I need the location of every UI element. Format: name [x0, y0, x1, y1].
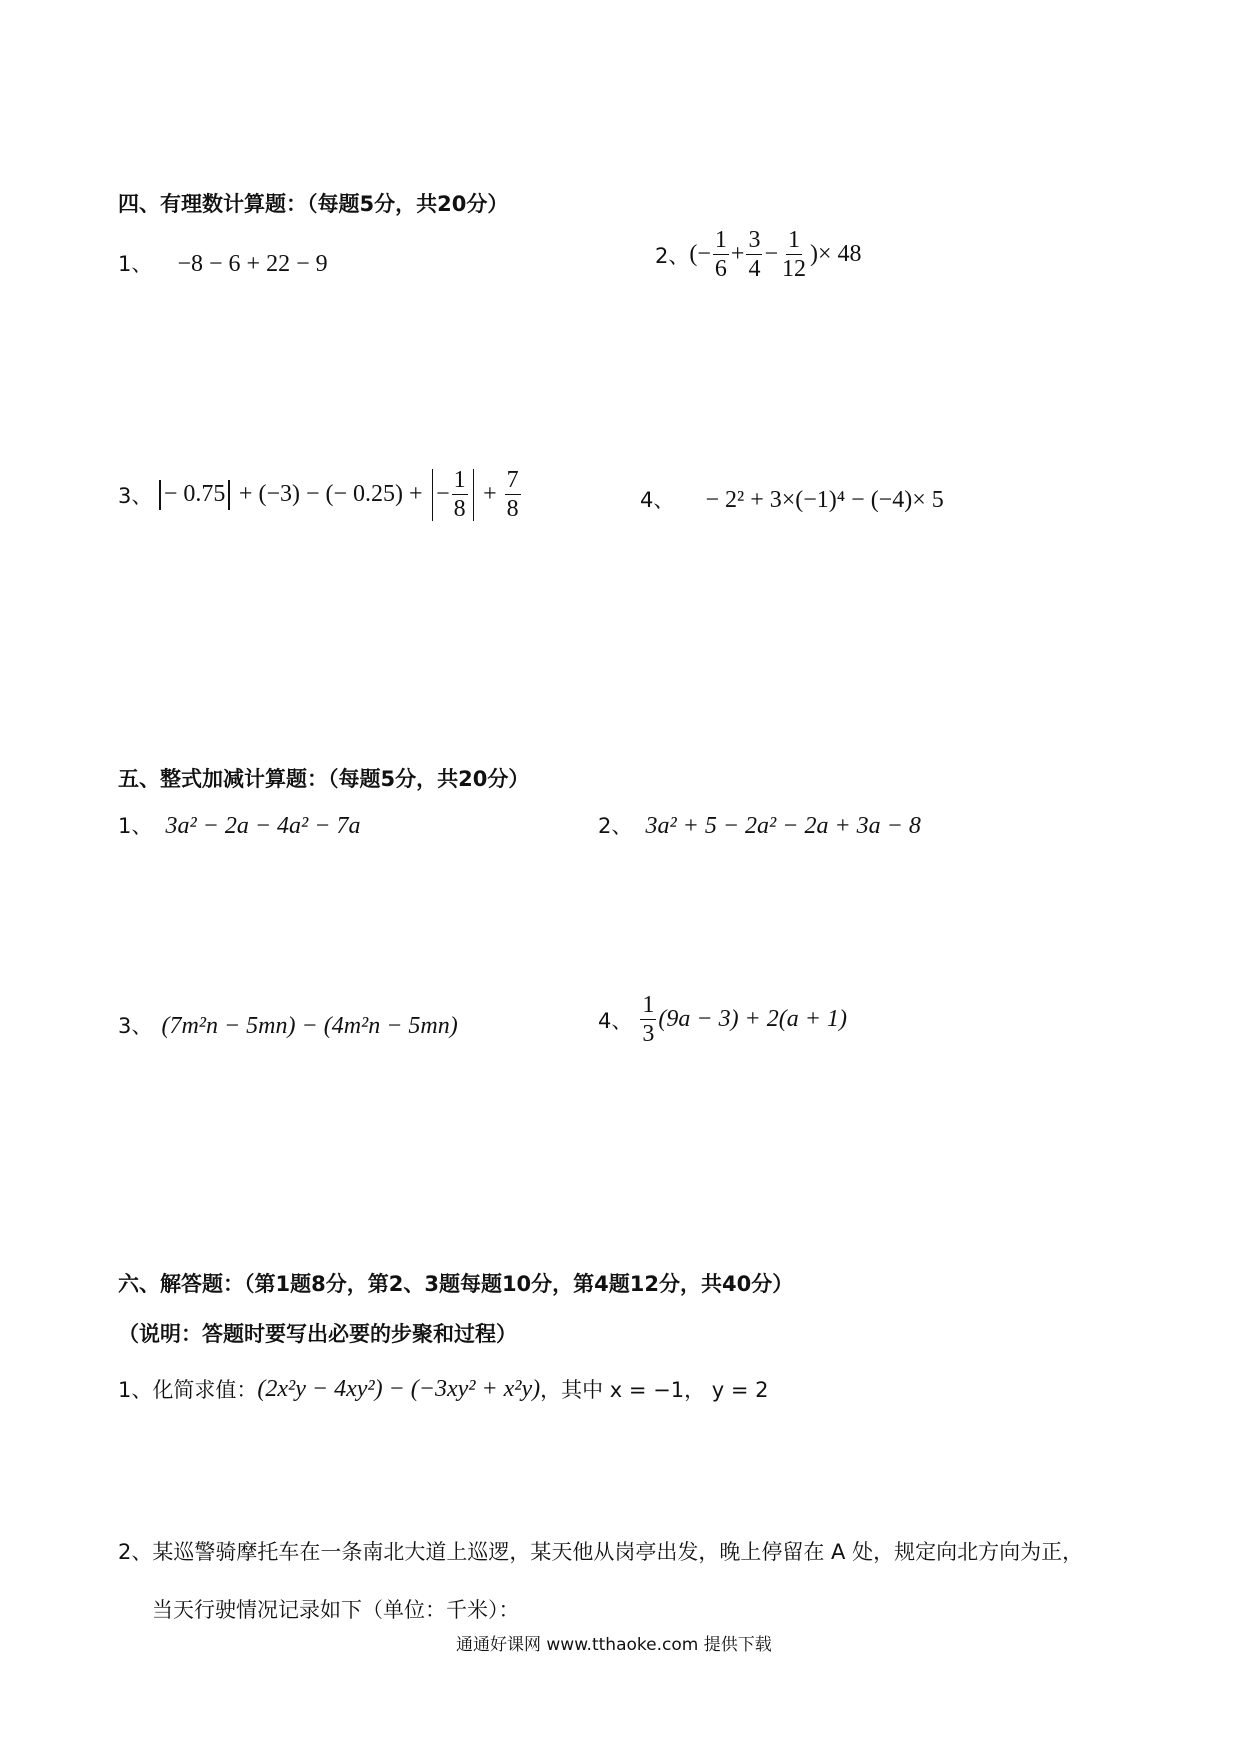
- fraction: $\frac{3}{4}$: [748, 227, 761, 282]
- expression: − 0.75 + (−3) − (− 0.25) + − $\frac{1}{8}$ + $\frac{7}{8}$: [156, 468, 522, 521]
- s6-question-2-line-1: 2、某巡警骑摩托车在一条南北大道上巡逻，某天他从岗亭出发，晚上停留在 A 处，规定向北方向为正，: [118, 1540, 1084, 1564]
- s6-question-1: [118, 1374, 769, 1404]
- section-five-title: 五、整式加减计算题：（每题5分，共20分）: [118, 767, 530, 791]
- fraction: $\frac{1}{8}$: [453, 467, 466, 522]
- expression: (7m²n − 5mn) − (4m²n − 5mn): [161, 1013, 458, 1039]
- s5-question-1: [118, 810, 360, 840]
- s4-question-3: [118, 468, 523, 521]
- s4-question-2: [655, 228, 862, 281]
- question-number: 2、: [655, 243, 690, 268]
- question-number: 4、: [640, 488, 675, 512]
- question-number: 3、: [118, 1014, 153, 1038]
- question-number: 2、: [598, 814, 633, 838]
- expression: 3a² + 5 − 2a² − 2a + 3a − 8: [645, 813, 921, 839]
- section-four-title: 四、有理数计算题：（每题5分，共20分）: [118, 192, 509, 216]
- s6-question-2-line-2: 当天行驶情况记录如下（单位：千米）：: [152, 1598, 520, 1622]
- s4-question-1: [118, 248, 328, 278]
- condition: ，其中 x = −1， y = 2: [540, 1378, 769, 1402]
- expression: $\frac{1}{3}$ (9a − 3) + 2(a + 1): [642, 992, 847, 1047]
- fraction: $\frac{1}{6}$: [714, 227, 727, 282]
- fraction: $\frac{7}{8}$: [506, 467, 519, 522]
- section-six-note: （说明：答题时要写出必要的步聚和过程）: [118, 1322, 517, 1346]
- expression: −8 − 6 + 22 − 9: [177, 251, 328, 277]
- fraction: $\frac{1}{3}$: [642, 992, 655, 1047]
- question-number: 3、: [118, 483, 153, 508]
- question-number: 1、: [118, 814, 153, 838]
- page-footer: 通通好课网 www.tthaoke.com 提供下载: [456, 1635, 772, 1655]
- question-number: 4、: [598, 1008, 633, 1033]
- expression: − 2² + 3×(−1)⁴ − (−4)× 5: [705, 487, 944, 513]
- fraction: $\frac{1}{12}$: [782, 227, 806, 282]
- s5-question-4: [598, 993, 847, 1046]
- section-six-title: 六、解答题：（第1题8分，第2、3题每题10分，第4题12分，共40分）: [118, 1272, 794, 1296]
- expression: (2x²y − 4xy²) − (−3xy² + x²y): [257, 1375, 541, 1402]
- s4-question-4: [640, 484, 944, 514]
- s5-question-3: [118, 1010, 458, 1040]
- s5-question-2: [598, 810, 921, 840]
- question-number: 1、: [118, 252, 153, 276]
- question-prefix: 1、化简求值：: [118, 1378, 258, 1402]
- expression: (− $\frac{1}{6}$ + $\frac{3}{4}$ − $\frac{1}{12}$ )× 48: [689, 227, 862, 282]
- expression: 3a² − 2a − 4a² − 7a: [165, 813, 361, 839]
